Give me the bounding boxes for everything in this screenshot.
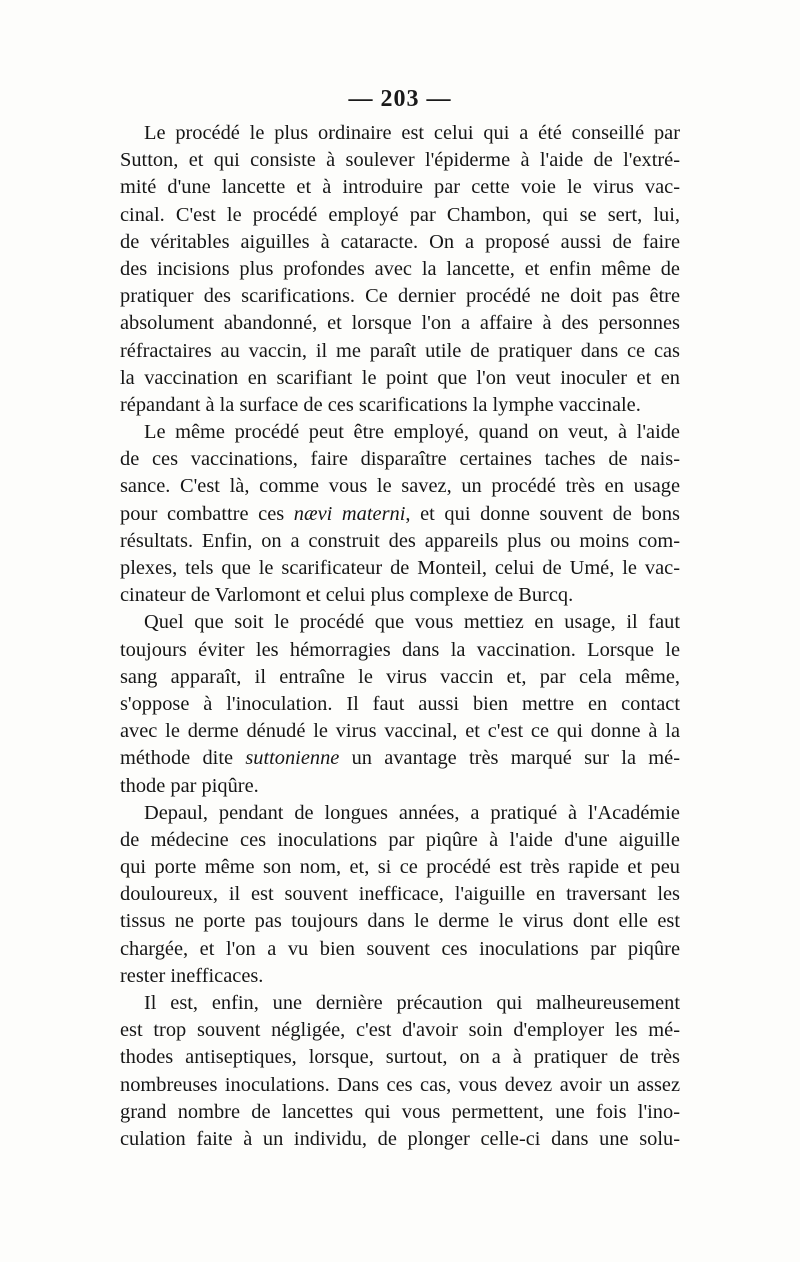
paragraph-4 (120, 800, 680, 990)
text-line: culation faite à un individu, de plonger celle-ci dans une solu- (120, 1127, 680, 1150)
italic-term: nævi materni (293, 502, 406, 525)
italic-term: suttonienne (245, 747, 340, 770)
body-text (120, 120, 680, 1153)
text-line: nombreuses inoculations. Dans ces cas, vous devez avoir un assez (120, 1073, 680, 1096)
paragraph-3 (120, 609, 680, 799)
text-line: est trop souvent négligée, c'est d'avoir soin d'employer les mé- (120, 1019, 680, 1042)
text-line: cinal. C'est le procédé employé par Chambon, qui se sert, lui, (120, 203, 680, 226)
text-line: cinateur de Varlomont et celui plus complexe de Burcq. (120, 584, 574, 607)
text-line: chargée, et l'on a vu bien souvent ces inoculations par piqûre (120, 937, 680, 960)
text-line: Le même procédé peut être employé, quand on veut, à l'aide (144, 421, 680, 444)
paragraph-5 (120, 990, 680, 1153)
text-segment: méthode dite (120, 747, 246, 770)
text-line: pratiquer des scarifications. Ce dernier procédé ne doit pas être (120, 285, 680, 308)
text-segment: un avantage très marqué sur la mé- (339, 747, 680, 770)
text-line: qui porte même son nom, et, si ce procédé est très rapide et peu (120, 856, 680, 879)
text-line: douloureux, il est souvent inefficace, l'aiguille en traversant les (120, 883, 680, 906)
text-line: mité d'une lancette et à introduire par cette voie le virus vac- (120, 176, 680, 199)
text-line: avec le derme dénudé le virus vaccinal, et c'est ce qui donne à la (120, 720, 680, 743)
text-line: des incisions plus profondes avec la lancette, et enfin même de (120, 257, 680, 280)
text-line: répandant à la surface de ces scarifications la lymphe vaccinale. (120, 393, 641, 416)
text-line: Depaul, pendant de longues années, a pratiqué à l'Académie (144, 801, 680, 824)
text-line: tissus ne porte pas toujours dans le derme le virus dont elle est (120, 910, 680, 933)
text-line: absolument abandonné, et lorsque l'on a affaire à des personnes (120, 312, 680, 335)
text-line: sang apparaît, il entraîne le virus vaccin et, par cela même, (120, 665, 680, 688)
text-line: de véritables aiguilles à cataracte. On a proposé aussi de faire (120, 230, 680, 253)
text-line: Le procédé le plus ordinaire est celui qui a été conseillé par (144, 122, 680, 144)
text-line: résultats. Enfin, on a construit des appareils plus ou moins com- (120, 529, 680, 552)
text-line: Il est, enfin, une dernière précaution qui malheureusement (144, 992, 680, 1014)
text-line-with-italic (120, 501, 680, 528)
text-line: de ces vaccinations, faire disparaître certaines taches de nais- (120, 448, 680, 471)
text-line: Sutton, et qui consiste à soulever l'épiderme à l'aide de l'extré- (120, 149, 680, 172)
text-line: s'oppose à l'inoculation. Il faut aussi bien mettre en contact (120, 692, 680, 715)
text-segment: , et qui donne souvent de bons (405, 502, 680, 525)
text-line: thodes antiseptiques, lorsque, surtout, on a à pratiquer de très (120, 1046, 680, 1069)
text-segment: pour combattre ces (120, 502, 294, 525)
text-line: réfractaires au vaccin, il me paraît utile de pratiquer dans ce cas (120, 339, 680, 362)
page-number: — 203 — (348, 86, 452, 112)
paragraph-2 (120, 419, 680, 609)
text-line: thode par piqûre. (120, 774, 259, 797)
text-line: la vaccination en scarifiant le point que l'on veut inoculer et en (120, 366, 680, 389)
text-line: rester inefficaces. (120, 964, 264, 987)
text-line: Quel que soit le procédé que vous mettiez en usage, il faut (144, 611, 680, 634)
text-line-with-italic (120, 745, 680, 772)
text-line: grand nombre de lancettes qui vous permettent, une fois l'ino- (120, 1100, 680, 1123)
text-line: toujours éviter les hémorragies dans la vaccination. Lorsque le (120, 638, 680, 661)
text-line: de médecine ces inoculations par piqûre à l'aide d'une aiguille (120, 828, 680, 851)
text-line: plexes, tels que le scarificateur de Monteil, celui de Umé, le vac- (120, 557, 680, 579)
paragraph-1 (120, 120, 680, 419)
text-line: sance. C'est là, comme vous le savez, un procédé très en usage (120, 475, 680, 498)
